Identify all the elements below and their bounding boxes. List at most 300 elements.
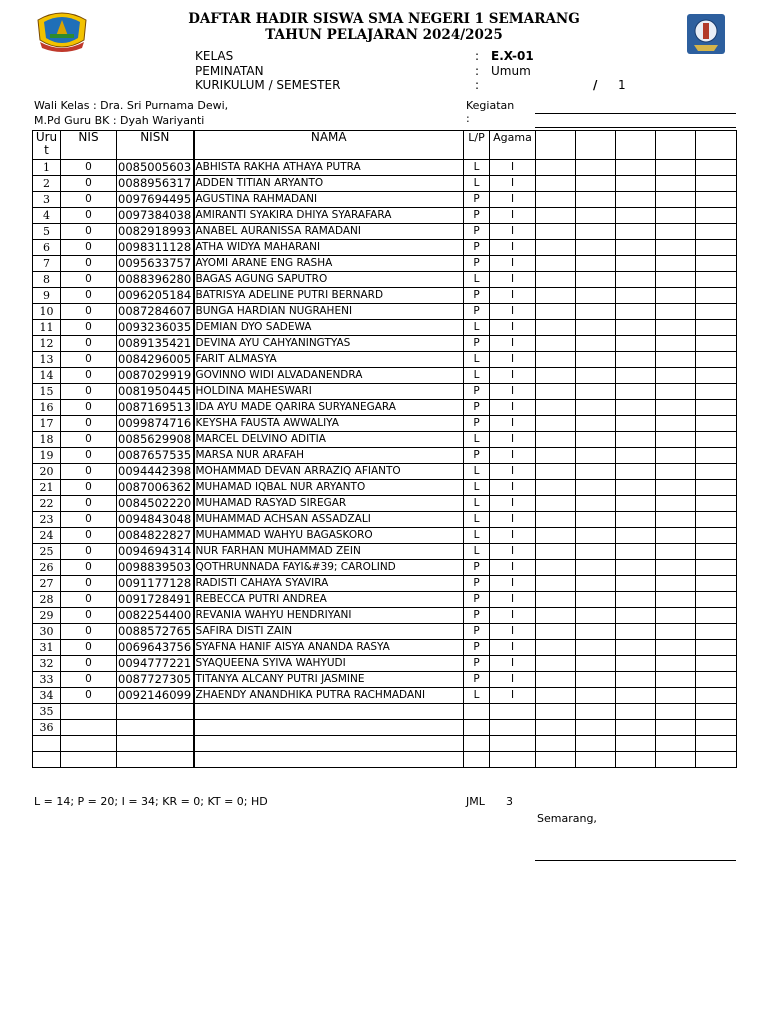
cell-attendance-4[interactable] [656,448,696,464]
cell-attendance-1[interactable] [536,176,576,192]
cell-urut: 27 [33,576,61,592]
cell-attendance-1[interactable] [536,624,576,640]
cell-attendance-1[interactable] [536,736,576,752]
cell-attendance-2[interactable] [576,544,616,560]
table-row [33,288,737,304]
cell-agama: I [490,304,536,320]
cell-attendance-3[interactable] [616,256,656,272]
cell-attendance-1[interactable] [536,432,576,448]
cell-attendance-2[interactable] [576,224,616,240]
cell-attendance-3[interactable] [616,496,656,512]
cell-attendance-1[interactable] [536,752,576,768]
cell-nama: NUR FARHAN MUHAMMAD ZEIN [194,544,464,560]
cell-nisn: 0094777221 [117,656,194,672]
cell-attendance-5[interactable] [696,320,737,336]
cell-attendance-2[interactable] [576,160,616,176]
cell-lp: L [464,496,490,512]
cell-attendance-4[interactable] [656,656,696,672]
cell-attendance-1[interactable] [536,528,576,544]
cell-attendance-1[interactable] [536,512,576,528]
cell-attendance-1[interactable] [536,656,576,672]
cell-attendance-2[interactable] [576,448,616,464]
cell-attendance-1[interactable] [536,720,576,736]
cell-attendance-1[interactable] [536,640,576,656]
cell-lp: P [464,624,490,640]
cell-attendance-4[interactable] [656,512,696,528]
cell-attendance-5[interactable] [696,592,737,608]
cell-nisn: 0087657535 [117,448,194,464]
table-row [33,672,737,688]
cell-attendance-5[interactable] [696,400,737,416]
cell-nis: 0 [61,432,117,448]
cell-urut [33,736,61,752]
cell-attendance-5[interactable] [696,192,737,208]
cell-nis: 0 [61,176,117,192]
cell-nis: 0 [61,528,117,544]
cell-attendance-4[interactable] [656,320,696,336]
cell-lp: P [464,240,490,256]
cell-attendance-4[interactable] [656,736,696,752]
cell-attendance-2[interactable] [576,704,616,720]
cell-agama: I [490,656,536,672]
cell-attendance-5[interactable] [696,624,737,640]
cell-attendance-5[interactable] [696,336,737,352]
cell-attendance-2[interactable] [576,288,616,304]
cell-attendance-2[interactable] [576,272,616,288]
cell-attendance-5[interactable] [696,720,737,736]
cell-attendance-2[interactable] [576,176,616,192]
cell-attendance-4[interactable] [656,224,696,240]
cell-attendance-4[interactable] [656,288,696,304]
cell-attendance-1[interactable] [536,688,576,704]
cell-nama: HOLDINA MAHESWARI [194,384,464,400]
cell-attendance-5[interactable] [696,160,737,176]
cell-attendance-1[interactable] [536,400,576,416]
cell-lp [464,704,490,720]
cell-agama: I [490,240,536,256]
cell-attendance-2[interactable] [576,688,616,704]
cell-attendance-3[interactable] [616,656,656,672]
cell-attendance-3[interactable] [616,224,656,240]
table-row [33,752,737,768]
cell-attendance-3[interactable] [616,368,656,384]
cell-attendance-2[interactable] [576,336,616,352]
cell-attendance-4[interactable] [656,560,696,576]
cell-attendance-2[interactable] [576,320,616,336]
table-row [33,384,737,400]
cell-attendance-5[interactable] [696,464,737,480]
cell-lp: L [464,352,490,368]
cell-attendance-2[interactable] [576,192,616,208]
cell-attendance-3[interactable] [616,288,656,304]
cell-attendance-4[interactable] [656,720,696,736]
cell-attendance-1[interactable] [536,160,576,176]
cell-attendance-4[interactable] [656,704,696,720]
cell-attendance-5[interactable] [696,544,737,560]
cell-attendance-4[interactable] [656,160,696,176]
cell-attendance-3[interactable] [616,592,656,608]
document-title: DAFTAR HADIR SISWA SMA NEGERI 1 SEMARANG [188,11,580,27]
cell-attendance-5[interactable] [696,576,737,592]
header-nis: NIS [61,131,117,160]
cell-agama: I [490,336,536,352]
cell-attendance-3[interactable] [616,480,656,496]
cell-attendance-2[interactable] [576,208,616,224]
cell-attendance-4[interactable] [656,752,696,768]
table-row [33,416,737,432]
header-urut: Uru t [33,131,61,160]
cell-urut: 19 [33,448,61,464]
cell-attendance-2[interactable] [576,400,616,416]
cell-attendance-1[interactable] [536,336,576,352]
cell-attendance-4[interactable] [656,608,696,624]
cell-attendance-3[interactable] [616,208,656,224]
attendance-rows [33,160,737,768]
table-row [33,272,737,288]
cell-attendance-5[interactable] [696,304,737,320]
cell-urut: 28 [33,592,61,608]
cell-attendance-5[interactable] [696,368,737,384]
cell-attendance-4[interactable] [656,672,696,688]
cell-lp: L [464,480,490,496]
cell-attendance-4[interactable] [656,688,696,704]
cell-attendance-2[interactable] [576,640,616,656]
cell-attendance-2[interactable] [576,576,616,592]
cell-nisn: 0084822827 [117,528,194,544]
cell-nis [61,752,117,768]
cell-attendance-4[interactable] [656,528,696,544]
cell-agama [490,736,536,752]
cell-attendance-4[interactable] [656,256,696,272]
cell-nama: BAGAS AGUNG SAPUTRO [194,272,464,288]
cell-attendance-1[interactable] [536,496,576,512]
cell-attendance-2[interactable] [576,592,616,608]
cell-attendance-3[interactable] [616,544,656,560]
cell-agama: I [490,528,536,544]
cell-lp: L [464,432,490,448]
cell-lp: P [464,384,490,400]
cell-attendance-3[interactable] [616,400,656,416]
cell-attendance-4[interactable] [656,432,696,448]
cell-attendance-3[interactable] [616,640,656,656]
table-row [33,688,737,704]
cell-attendance-4[interactable] [656,352,696,368]
cell-attendance-3[interactable] [616,576,656,592]
guru-bk: M.Pd Guru BK : Dyah Wariyanti [34,114,205,127]
cell-attendance-4[interactable] [656,480,696,496]
cell-lp: L [464,176,490,192]
cell-attendance-4[interactable] [656,304,696,320]
cell-lp: P [464,208,490,224]
cell-attendance-5[interactable] [696,640,737,656]
cell-attendance-4[interactable] [656,592,696,608]
cell-lp: L [464,320,490,336]
cell-urut: 17 [33,416,61,432]
cell-urut: 26 [33,560,61,576]
cell-attendance-3[interactable] [616,528,656,544]
cell-attendance-4[interactable] [656,240,696,256]
table-row [33,480,737,496]
cell-attendance-5[interactable] [696,272,737,288]
cell-attendance-3[interactable] [616,704,656,720]
cell-attendance-3[interactable] [616,688,656,704]
cell-attendance-3[interactable] [616,176,656,192]
table-row [33,560,737,576]
cell-nama: REVANIA WAHYU HENDRIYANI [194,608,464,624]
table-row [33,368,737,384]
cell-attendance-5[interactable] [696,560,737,576]
header-date-5 [696,131,737,160]
cell-attendance-5[interactable] [696,672,737,688]
cell-attendance-3[interactable] [616,560,656,576]
cell-urut: 9 [33,288,61,304]
header-date-3 [616,131,656,160]
cell-attendance-4[interactable] [656,544,696,560]
table-row [33,656,737,672]
cell-nis: 0 [61,608,117,624]
cell-nis: 0 [61,160,117,176]
cell-attendance-3[interactable] [616,512,656,528]
cell-attendance-4[interactable] [656,496,696,512]
cell-attendance-3[interactable] [616,320,656,336]
cell-nisn: 0082254400 [117,608,194,624]
cell-attendance-4[interactable] [656,336,696,352]
kelas-label: KELAS [195,49,234,63]
cell-attendance-2[interactable] [576,432,616,448]
cell-attendance-3[interactable] [616,192,656,208]
cell-nama: QOTHRUNNADA FAYI&#39; CAROLIND [194,560,464,576]
cell-lp: P [464,656,490,672]
cell-attendance-4[interactable] [656,624,696,640]
cell-attendance-1[interactable] [536,544,576,560]
cell-attendance-1[interactable] [536,304,576,320]
cell-attendance-4[interactable] [656,368,696,384]
cell-attendance-1[interactable] [536,272,576,288]
cell-attendance-4[interactable] [656,272,696,288]
cell-attendance-1[interactable] [536,704,576,720]
kegiatan-colon: : [466,112,470,125]
cell-nama: DEMIAN DYO SADEWA [194,320,464,336]
cell-attendance-1[interactable] [536,416,576,432]
cell-attendance-5[interactable] [696,432,737,448]
cell-attendance-1[interactable] [536,192,576,208]
cell-attendance-3[interactable] [616,384,656,400]
cell-attendance-3[interactable] [616,448,656,464]
cell-attendance-4[interactable] [656,464,696,480]
cell-attendance-1[interactable] [536,256,576,272]
cell-attendance-2[interactable] [576,752,616,768]
cell-urut: 32 [33,656,61,672]
cell-attendance-4[interactable] [656,400,696,416]
cell-agama: I [490,608,536,624]
cell-attendance-3[interactable] [616,720,656,736]
cell-attendance-2[interactable] [576,480,616,496]
cell-attendance-1[interactable] [536,208,576,224]
cell-attendance-4[interactable] [656,416,696,432]
cell-attendance-2[interactable] [576,512,616,528]
cell-attendance-2[interactable] [576,368,616,384]
cell-lp: P [464,304,490,320]
cell-attendance-2[interactable] [576,528,616,544]
cell-attendance-5[interactable] [696,528,737,544]
cell-agama: I [490,592,536,608]
cell-agama: I [490,384,536,400]
cell-urut: 25 [33,544,61,560]
cell-attendance-5[interactable] [696,208,737,224]
cell-attendance-5[interactable] [696,736,737,752]
cell-attendance-5[interactable] [696,240,737,256]
cell-attendance-3[interactable] [616,624,656,640]
cell-attendance-2[interactable] [576,608,616,624]
cell-attendance-4[interactable] [656,208,696,224]
table-row [33,320,737,336]
cell-nisn: 0091728491 [117,592,194,608]
cell-attendance-5[interactable] [696,256,737,272]
cell-nis: 0 [61,400,117,416]
cell-attendance-1[interactable] [536,608,576,624]
cell-attendance-1[interactable] [536,288,576,304]
cell-attendance-1[interactable] [536,368,576,384]
table-row [33,336,737,352]
cell-agama: I [490,688,536,704]
header-agama: Agama [490,131,536,160]
cell-lp: P [464,672,490,688]
cell-agama: I [490,496,536,512]
cell-nisn: 0094694314 [117,544,194,560]
cell-urut: 10 [33,304,61,320]
cell-attendance-1[interactable] [536,448,576,464]
cell-attendance-1[interactable] [536,592,576,608]
cell-attendance-5[interactable] [696,416,737,432]
cell-urut: 3 [33,192,61,208]
cell-attendance-5[interactable] [696,352,737,368]
cell-nisn: 0084502220 [117,496,194,512]
cell-attendance-5[interactable] [696,656,737,672]
cell-attendance-3[interactable] [616,672,656,688]
cell-attendance-2[interactable] [576,736,616,752]
cell-attendance-3[interactable] [616,336,656,352]
table-row [33,528,737,544]
cell-attendance-2[interactable] [576,384,616,400]
cell-nis: 0 [61,224,117,240]
cell-attendance-5[interactable] [696,512,737,528]
cell-attendance-1[interactable] [536,352,576,368]
cell-nama: SYAFNA HANIF AISYA ANANDA RASYA [194,640,464,656]
cell-lp: P [464,608,490,624]
cell-agama: I [490,352,536,368]
table-row [33,496,737,512]
cell-attendance-2[interactable] [576,464,616,480]
cell-attendance-5[interactable] [696,752,737,768]
cell-agama: I [490,464,536,480]
cell-attendance-2[interactable] [576,416,616,432]
cell-urut: 34 [33,688,61,704]
cell-nisn: 0099874716 [117,416,194,432]
cell-nama: ZHAENDY ANANDHIKA PUTRA RACHMADANI [194,688,464,704]
cell-attendance-3[interactable] [616,752,656,768]
cell-agama [490,704,536,720]
cell-attendance-3[interactable] [616,432,656,448]
cell-attendance-3[interactable] [616,160,656,176]
cell-urut: 8 [33,272,61,288]
cell-lp: L [464,368,490,384]
cell-attendance-2[interactable] [576,352,616,368]
cell-nama: BUNGA HARDIAN NUGRAHENI [194,304,464,320]
cell-agama: I [490,272,536,288]
cell-attendance-4[interactable] [656,384,696,400]
cell-nisn: 0094843048 [117,512,194,528]
header-nisn: NISN [117,131,194,160]
cell-attendance-3[interactable] [616,736,656,752]
kurikulum-separator: / [593,78,598,92]
cell-attendance-4[interactable] [656,176,696,192]
cell-attendance-5[interactable] [696,480,737,496]
cell-attendance-2[interactable] [576,656,616,672]
cell-attendance-5[interactable] [696,608,737,624]
cell-nis: 0 [61,208,117,224]
cell-attendance-5[interactable] [696,224,737,240]
cell-attendance-1[interactable] [536,224,576,240]
cell-attendance-3[interactable] [616,608,656,624]
cell-attendance-3[interactable] [616,240,656,256]
cell-attendance-2[interactable] [576,560,616,576]
cell-attendance-1[interactable] [536,464,576,480]
cell-attendance-1[interactable] [536,320,576,336]
cell-attendance-3[interactable] [616,416,656,432]
cell-nisn: 0097384038 [117,208,194,224]
cell-attendance-1[interactable] [536,240,576,256]
cell-urut: 30 [33,624,61,640]
cell-attendance-4[interactable] [656,640,696,656]
cell-attendance-2[interactable] [576,672,616,688]
cell-attendance-1[interactable] [536,560,576,576]
cell-attendance-3[interactable] [616,352,656,368]
cell-attendance-2[interactable] [576,240,616,256]
cell-lp: L [464,544,490,560]
cell-attendance-1[interactable] [536,480,576,496]
cell-nis: 0 [61,624,117,640]
cell-nisn [117,736,194,752]
cell-attendance-3[interactable] [616,272,656,288]
cell-attendance-5[interactable] [696,688,737,704]
cell-attendance-2[interactable] [576,256,616,272]
cell-attendance-4[interactable] [656,576,696,592]
cell-attendance-5[interactable] [696,704,737,720]
cell-attendance-2[interactable] [576,624,616,640]
cell-attendance-3[interactable] [616,304,656,320]
cell-attendance-5[interactable] [696,288,737,304]
cell-urut: 18 [33,432,61,448]
cell-attendance-5[interactable] [696,496,737,512]
cell-lp [464,752,490,768]
table-row [33,304,737,320]
cell-lp: P [464,192,490,208]
cell-attendance-3[interactable] [616,464,656,480]
cell-attendance-4[interactable] [656,192,696,208]
cell-lp: L [464,160,490,176]
cell-attendance-5[interactable] [696,176,737,192]
cell-attendance-5[interactable] [696,384,737,400]
cell-attendance-2[interactable] [576,720,616,736]
cell-attendance-2[interactable] [576,304,616,320]
cell-nisn [117,720,194,736]
cell-attendance-2[interactable] [576,496,616,512]
cell-attendance-1[interactable] [536,672,576,688]
cell-attendance-1[interactable] [536,576,576,592]
cell-nama: REBECCA PUTRI ANDREA [194,592,464,608]
cell-attendance-1[interactable] [536,384,576,400]
cell-attendance-5[interactable] [696,448,737,464]
